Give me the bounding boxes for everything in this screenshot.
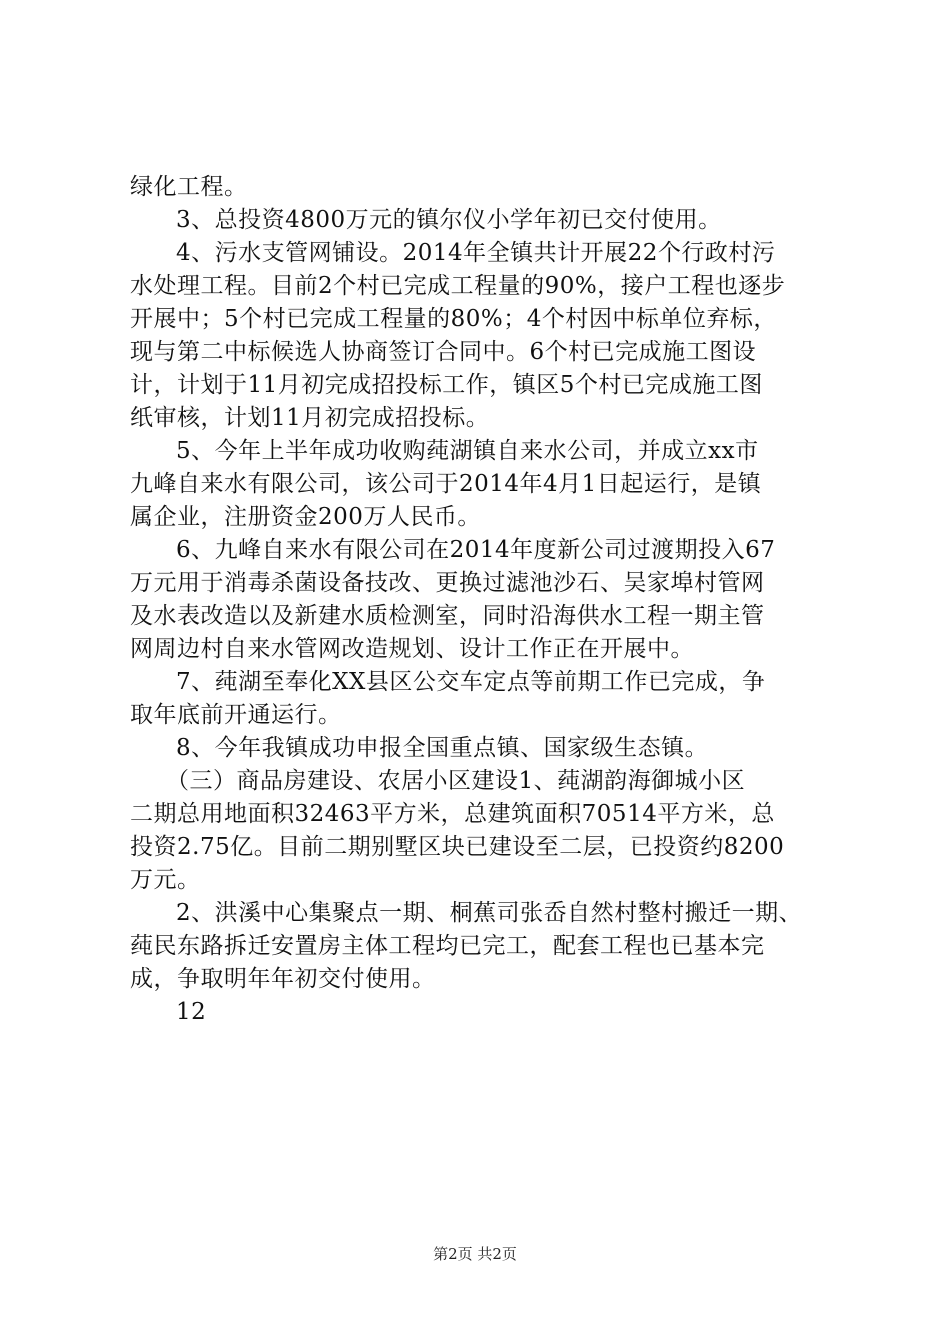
text-line: 万元用于消毒杀菌设备技改、更换过滤池沙石、吴家埠村管网 xyxy=(130,570,765,596)
page-number-text: 12 xyxy=(176,999,207,1025)
page-footer: 第2页 共2页 xyxy=(433,1245,517,1263)
text-line: 及水表改造以及新建水质检测室，同时沿海供水工程一期主管 xyxy=(130,603,765,629)
text-line: 2、洪溪中心集聚点一期、桐蕉司张岙自然村整村搬迁一期、 xyxy=(176,900,803,926)
section-heading-line: （三）商品房建设、农居小区建设1、莼湖韵海御城小区 xyxy=(166,768,746,794)
text-line: 水处理工程。目前2个村已完成工程量的90%，接户工程也逐步 xyxy=(130,273,786,299)
text-line: 5、今年上半年成功收购莼湖镇自来水公司，并成立xx市 xyxy=(176,438,759,464)
text-line: 8、今年我镇成功申报全国重点镇、国家级生态镇。 xyxy=(176,735,709,761)
text-line: 九峰自来水有限公司，该公司于2014年4月1日起运行，是镇 xyxy=(130,471,762,497)
text-line: 3、总投资4800万元的镇尔仪小学年初已交付使用。 xyxy=(176,207,722,233)
text-line: 现与第二中标候选人协商签订合同中。6个村已完成施工图设 xyxy=(130,339,757,365)
text-line: 二期总用地面积32463平方米，总建筑面积70514平方米，总 xyxy=(130,801,775,827)
text-line: 计，计划于11月初完成招投标工作，镇区5个村已完成施工图 xyxy=(130,372,763,398)
text-line: 投资2.75亿。目前二期别墅区块已建设至二层，已投资约8200 xyxy=(130,834,785,860)
text-line: 绿化工程。 xyxy=(130,174,248,200)
text-line: 成，争取明年年初交付使用。 xyxy=(130,966,436,992)
text-line: 4、污水支管网铺设。2014年全镇共计开展22个行政村污 xyxy=(176,240,776,266)
text-line: 7、莼湖至奉化XX县区公交车定点等前期工作已完成，争 xyxy=(176,669,766,695)
text-line: 网周边村自来水管网改造规划、设计工作正在开展中。 xyxy=(130,636,694,662)
text-line: 取年底前开通运行。 xyxy=(130,702,342,728)
text-line: 纸审核，计划11月初完成招投标。 xyxy=(130,405,490,431)
text-line: 属企业，注册资金200万人民币。 xyxy=(130,504,481,530)
text-line: 6、九峰自来水有限公司在2014年度新公司过渡期投入67 xyxy=(176,537,776,563)
text-line: 莼民东路拆迁安置房主体工程均已完工，配套工程也已基本完 xyxy=(130,933,765,959)
text-line: 开展中；5个村已完成工程量的80%；4个村因中标单位弃标， xyxy=(130,306,777,332)
text-line: 万元。 xyxy=(130,867,201,893)
